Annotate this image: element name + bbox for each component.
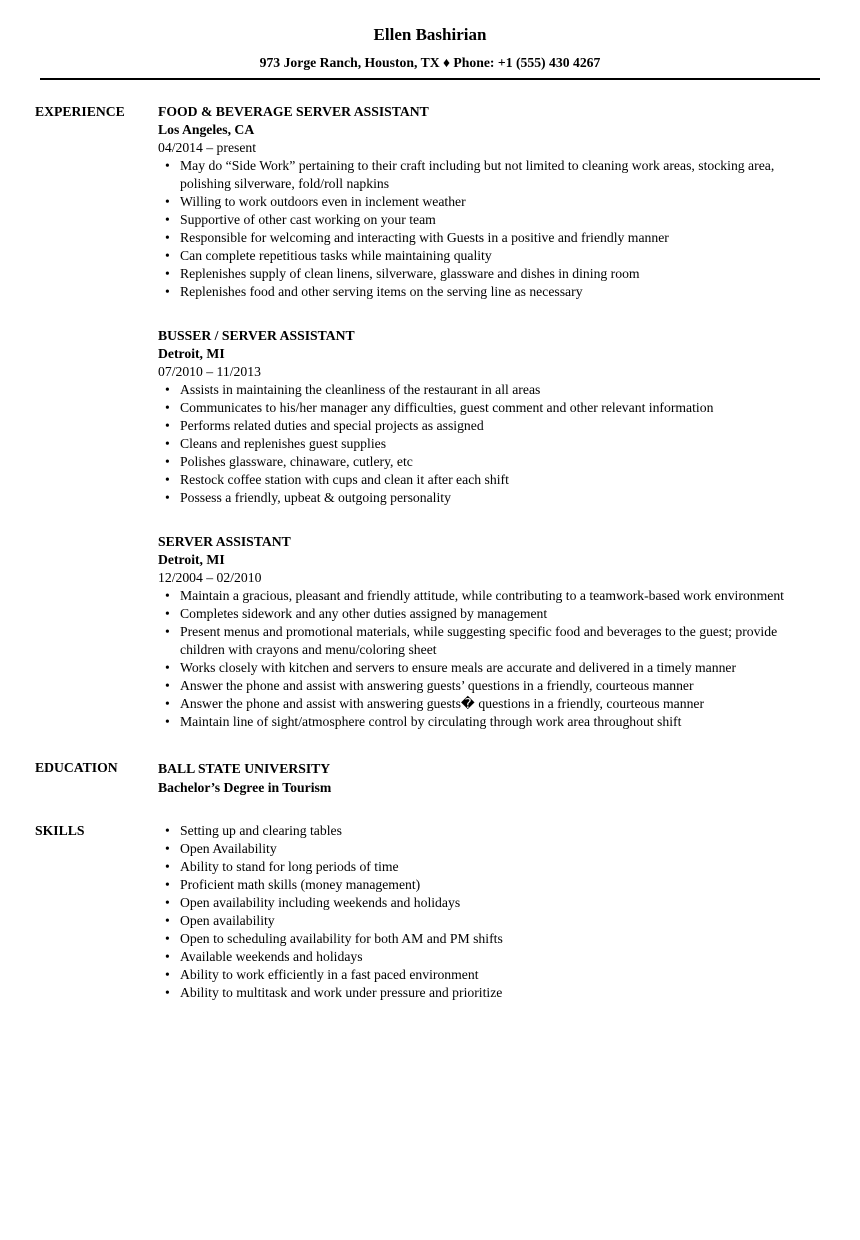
job-bullet: • Cleans and replenishes guest supplies [180,435,803,453]
skills-list [158,822,803,1002]
job-entry-food-beverage-server-assistant [158,103,803,301]
skill-item: • Ability to multitask and work under pressure and prioritize [180,984,803,1002]
education-section [35,759,860,797]
skill-item: • Available weekends and holidays [180,948,803,966]
job-dates: 12/2004 – 02/2010 [158,570,262,585]
job-bullet: • Answer the phone and assist with answering guests� questions in a friendly, courteous manner [180,695,803,713]
job-bullet: • Works closely with kitchen and servers to ensure meals are accurate and delivered in a timely manner [180,659,803,677]
skill-item: • Setting up and clearing tables [180,822,803,840]
job-bullet: • Maintain a gracious, pleasant and friendly attitude, while contributing to a teamwork-based work environment [180,587,803,605]
skill-item: • Proficient math skills (money management) [180,876,803,894]
job-entry-server-assistant [158,533,803,731]
skills-section [35,822,860,1002]
section-label-experience: EXPERIENCE [35,104,125,119]
education-content [158,759,803,797]
job-bullet: • Replenishes food and other serving items on the serving line as necessary [180,283,803,301]
job-bullet: • Can complete repetitious tasks while maintaining quality [180,247,803,265]
skill-item: • Ability to stand for long periods of time [180,858,803,876]
job-bullet: • Replenishes supply of clean linens, silverware, glassware and dishes in dining room [180,265,803,283]
job-bullet: • Maintain line of sight/atmosphere control by circulating through work area throughout shift [180,713,803,731]
job-bullet: • Restock coffee station with cups and clean it after each shift [180,471,803,489]
job-dates: 07/2010 – 11/2013 [158,364,261,379]
resume-header [0,24,860,72]
skills-content [158,822,803,1002]
school-name: BALL STATE UNIVERSITY [158,761,331,776]
job-location: Detroit, MI [158,346,225,361]
job-bullet: • Responsible for welcoming and interacting with Guests in a positive and friendly manner [180,229,803,247]
degree-name: Bachelor’s Degree in Tourism [158,780,332,795]
experience-section [35,103,860,731]
section-label-skills: SKILLS [35,823,85,838]
job-bullet-list [158,381,803,507]
job-title: FOOD & BEVERAGE SERVER ASSISTANT [158,104,429,119]
job-bullet: • Assists in maintaining the cleanliness of the restaurant in all areas [180,381,803,399]
skill-item: • Open to scheduling availability for both AM and PM shifts [180,930,803,948]
job-bullet: • Possess a friendly, upbeat & outgoing personality [180,489,803,507]
skill-item: • Open availability [180,912,803,930]
job-bullet-list [158,587,803,731]
job-location: Detroit, MI [158,552,225,567]
job-bullet: • Supportive of other cast working on your team [180,211,803,229]
job-bullet-list [158,157,803,301]
job-dates: 04/2014 – present [158,140,257,155]
contact-line: 973 Jorge Ranch, Houston, TX ♦ Phone: +1 (555) 430 4267 [259,55,601,70]
resume-body [0,80,860,1002]
job-bullet: • Willing to work outdoors even in inclement weather [180,193,803,211]
skill-item: • Open availability including weekends and holidays [180,894,803,912]
job-title: SERVER ASSISTANT [158,534,291,549]
job-title: BUSSER / SERVER ASSISTANT [158,328,355,343]
job-bullet: • May do “Side Work” pertaining to their craft including but not limited to cleaning work areas, stocking area, polishing silverware, fold/roll napkins [180,157,803,193]
experience-content [158,103,803,731]
job-bullet: • Answer the phone and assist with answering guests’ questions in a friendly, courteous manner [180,677,803,695]
job-bullet: • Completes sidework and any other duties assigned by management [180,605,803,623]
job-entry-busser-server-assistant [158,327,803,507]
skill-item: • Open Availability [180,840,803,858]
job-bullet: • Present menus and promotional materials, while suggesting specific food and beverages to the guest; provide children with crayons and menu/coloring sheet [180,623,803,659]
job-bullet: • Communicates to his/her manager any difficulties, guest comment and other relevant information [180,399,803,417]
person-name: Ellen Bashirian [373,25,487,44]
job-location: Los Angeles, CA [158,122,255,137]
job-bullet: • Performs related duties and special projects as assigned [180,417,803,435]
skill-item: • Ability to work efficiently in a fast paced environment [180,966,803,984]
section-label-education: EDUCATION [35,760,118,775]
job-bullet: • Polishes glassware, chinaware, cutlery, etc [180,453,803,471]
